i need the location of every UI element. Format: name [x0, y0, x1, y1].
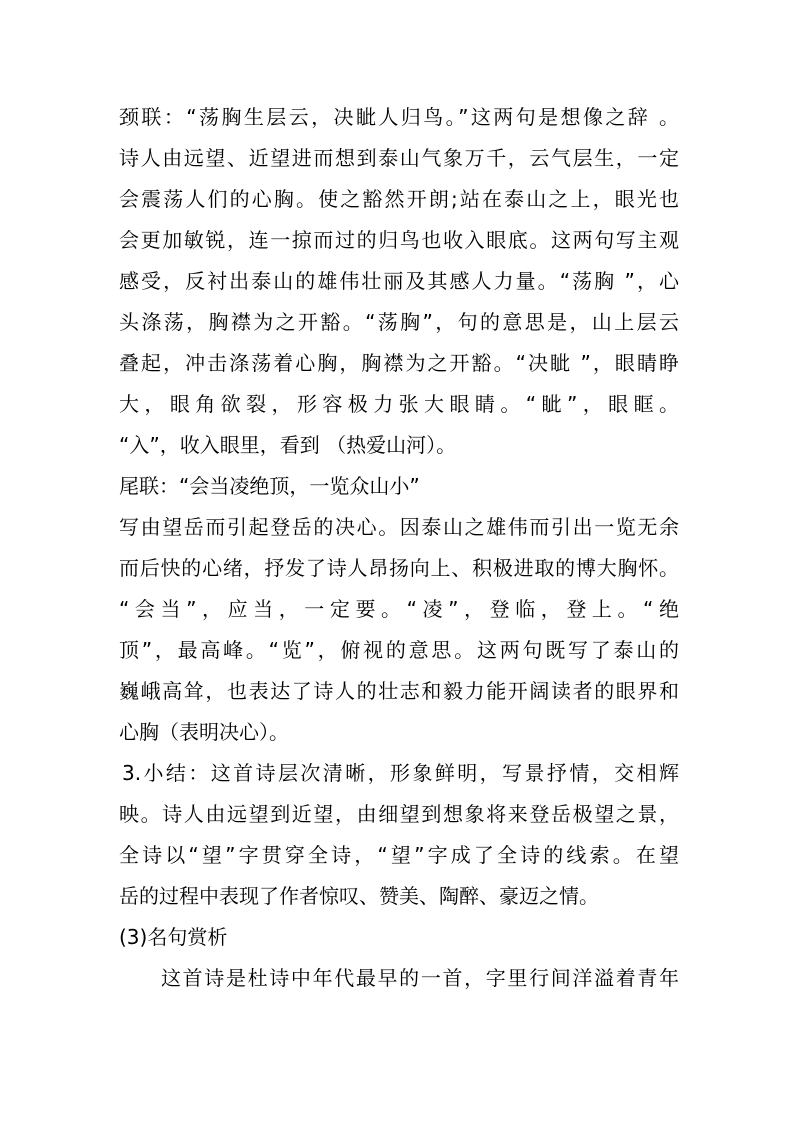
text-line: “入”，收入眼里，看到 （热爱山河）。: [119, 433, 457, 457]
summary-line: 3.小结：这首诗层次清晰，形象鲜明，写景抒情，交相辉: [122, 761, 679, 785]
text-line: 会震荡人们的心胸。使之豁然开朗;站在泰山之上，眼光也: [119, 187, 679, 211]
text-line: 头涤荡，胸襟为之开豁。“荡胸”，句的意思是，山上层云: [119, 310, 679, 334]
text-line: 感受，反衬出泰山的雄伟壮丽及其感人力量。“荡胸 ”，心: [119, 269, 679, 293]
text-line: 大，眼角欲裂，形容极力张大眼睛。“眦”，眼眶。: [119, 392, 679, 416]
text-line: 诗人由远望、近望进而想到泰山气象万千，云气层生，一定: [119, 146, 679, 170]
document-body: [119, 97, 679, 999]
text-line: 巍峨高耸，也表达了诗人的壮志和毅力能开阔读者的眼界和: [119, 679, 679, 703]
text-line: 叠起，冲击涤荡着心胸，胸襟为之开豁。“决眦 ”，眼睛睁: [119, 351, 679, 375]
text-line: 写由望岳而引起登岳的决心。因泰山之雄伟而引出一览无余: [119, 515, 679, 539]
text-line: 岳的过程中表现了作者惊叹、赞美、陶醉、豪迈之情。: [119, 884, 599, 908]
text-line: 而后快的心绪，抒发了诗人昂扬向上、积极进取的博大胸怀。: [119, 556, 679, 580]
text-line: 全诗以“望”字贯穿全诗，“望”字成了全诗的线索。在望: [119, 843, 679, 867]
text-line: 颈联：“荡胸生层云，决眦人归鸟。”这两句是想像之辞 。: [119, 105, 679, 129]
text-line: “会当”，应当，一定要。“凌”，登临，登上。“绝: [119, 597, 679, 621]
text-line: 心胸（表明决心）。: [119, 720, 289, 744]
heading-line: 尾联：“会当凌绝顶，一览众山小”: [119, 474, 420, 498]
section-heading: (3)名句赏析: [119, 925, 228, 949]
text-line: 映。诗人由远望到近望，由细望到想象将来登岳极望之景，: [119, 802, 679, 826]
paragraph-start: 这首诗是杜诗中年代最早的一首，字里行间洋溢着青年: [161, 966, 679, 990]
text-line: 会更加敏锐，连一掠而过的归鸟也收入眼底。这两句写主观: [119, 228, 679, 252]
text-line: 顶”，最高峰。“览”，俯视的意思。这两句既写了泰山的: [119, 638, 679, 662]
